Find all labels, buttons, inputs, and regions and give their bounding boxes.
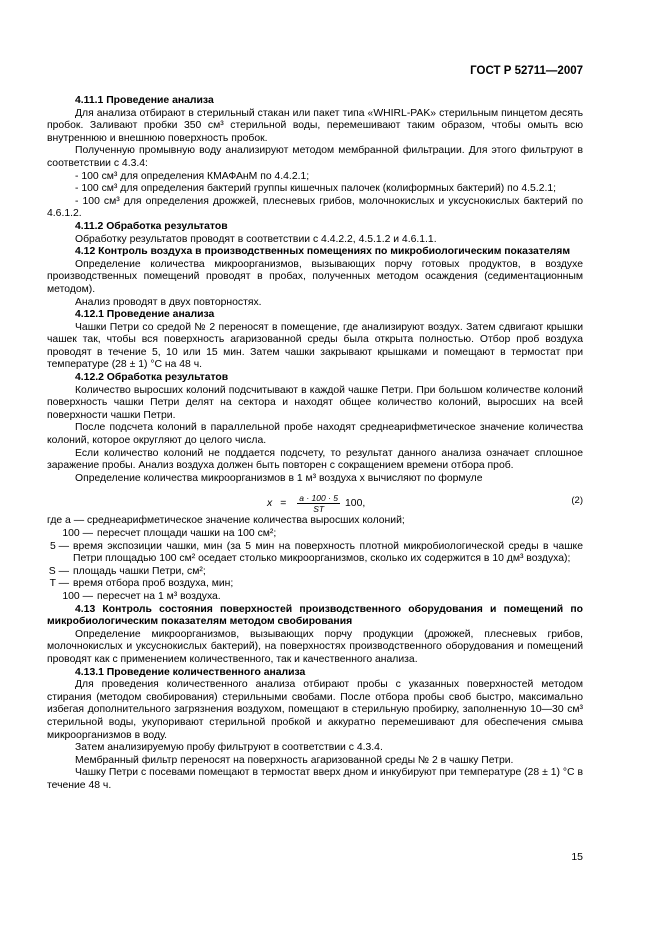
list-item: - 100 см³ для определения КМАФАнМ по 4.4.2.1; — [75, 170, 310, 182]
paragraph: Определение микроорганизмов, вызывающих порчу продукции (дрожжей, плесневых грибов, молочнокислых и уксуснокислых бактерий), на поверхностях производственного оборудования и помещений проводят как с применением количественного, так и качественного анализа. — [47, 628, 583, 665]
paragraph: Определение количества микроорганизмов, вызывающих порчу готовых продуктов, в воздухе производственных помещений проводят в пробах, полученных методом осаждения (седиментационным методом). — [47, 258, 583, 295]
list-item: - 100 см³ для определения дрожжей, плесневых грибов, молочнокислых и уксуснокислых бактерий по 4.6.1.2. — [47, 195, 583, 220]
heading-4-12-2: 4.12.2 Обработка результатов — [75, 372, 229, 384]
heading-4-11-2: 4.11.2 Обработка результатов — [75, 220, 228, 232]
paragraph: Для анализа отбирают в стерильный стакан или пакет типа «WHIRL-PAK» стерильным пинцетом десять пробок. Заливают пробки 350 см³ стерильной воды, перемешивают таким образом, чтобы омыть всю внутреннюю и внешнюю поверхность пробок. — [47, 107, 583, 144]
paragraph: Полученную промывную воду анализируют методом мембранной фильтрации. Для этого фильтруют в соответствии с 4.3.4: — [47, 145, 583, 169]
legend-row: T — время отбора проб воздуха, мин; — [49, 578, 234, 590]
heading-4-13-1: 4.13.1 Проведение количественного анализа — [75, 666, 306, 678]
formula-equals: = — [280, 497, 287, 509]
heading-4-13: 4.13 Контроль состояния поверхностей производственного оборудования и помещений по микробиологическим показателям методом свобирования — [47, 603, 583, 628]
paragraph: Анализ проводят в двух повторностях. — [75, 296, 262, 308]
paragraph: Затем анализируемую пробу фильтруют в соответствии с 4.3.4. — [75, 742, 383, 754]
paragraph: Чашку Петри с посевами помещают в термостат вверх дном и инкубируют при температуре (28 ± 1) °С в течение 48 ч. — [47, 767, 583, 791]
heading-4-12: 4.12 Контроль воздуха в производственных помещениях по микробиологическим показателям — [75, 246, 571, 258]
paragraph: Для проведения количественного анализа отбирают пробы с указанных поверхностей методом стирания (методом свобирования) стерильными свобами. После отбора пробы своб быстро, максимально избегая дополнительного загрязнения воздухом, помещают в стерильную пробирку, заполненную 10—30 см³ стерильной воды, укупоривают стерильной пробкой и аккуратно перемешивают для обеспечения смыва микроорганизмов в воду. — [47, 679, 583, 741]
paragraph: Определение количества микроорганизмов в 1 м³ воздуха x вычисляют по формуле — [75, 472, 483, 484]
document-page — [47, 0, 583, 936]
heading-4-11-1: 4.11.1 Проведение анализа — [75, 95, 214, 106]
legend-row: S — площадь чашки Петри, см²; — [48, 565, 206, 577]
formula-numerator: a · 100 · 5 — [299, 493, 339, 504]
heading-4-12-1: 4.12.1 Проведение анализа — [75, 309, 215, 321]
legend-row: 100 — пересчет площади чашки на 100 см²; — [62, 528, 277, 539]
legend-row: 5 — время экспозиции чашки, мин (за 5 мин на поверхность плотной микробиологической среды в чашке Петри площадью 100 см² оседает столько микроорганизмов, сколько их содержится в 10 дм³ воздуха); — [49, 540, 583, 565]
legend-intro: где a — среднеарифметическое значение количества выросших колоний; — [47, 515, 405, 527]
legend-row: 100 — пересчет на 1 м³ воздуха. — [62, 590, 221, 602]
document-body — [47, 95, 583, 792]
formula-fraction — [297, 493, 340, 514]
paragraph: Обработку результатов проводят в соответствии с 4.4.2.2, 4.5.1.2 и 4.6.1.1. — [75, 233, 437, 245]
paragraph: Количество выросших колоний подсчитывают в каждой чашке Петри. При большом количестве колоний поверхность чашки Петри делят на сектора и находят общее количество колоний, выросших на всей поверхности чашки Петри. — [47, 384, 583, 421]
formula-2 — [47, 485, 583, 515]
standard-header: ГОСТ Р 52711—2007 — [470, 65, 583, 77]
formula-tail: 100, — [345, 497, 366, 509]
list-item: - 100 см³ для определения бактерий группы кишечных палочек (колиформных бактерий) по 4.5.2.1; — [75, 183, 557, 195]
formula-denominator: ST — [313, 504, 325, 515]
formula-legend — [47, 515, 583, 603]
page-number: 15 — [571, 851, 583, 863]
paragraph: Чашки Петри со средой № 2 переносят в помещение, где анализируют воздух. Затем сдвигают крышки чашек так, чтобы вся поверхность агаризованной среды была открыта полностью. Отбор проб воздуха проводят в течение 5, 10 или 15 мин. Затем чашки закрывают крышками и помещают в термостат при температуре (28 ± 1) °С на 48 ч. — [47, 321, 583, 371]
paragraph: После подсчета колоний в параллельной пробе находят среднеарифметическое значение количества колоний, которое округляют до целого числа. — [47, 422, 583, 447]
formula-lhs: x — [267, 497, 273, 509]
paragraph: Мембранный фильтр переносят на поверхность агаризованной среды № 2 в чашку Петри. — [75, 754, 514, 766]
paragraph: Если количество колоний не поддается подсчету, то результат данного анализа означает сплошное заражение пробы. Анализ воздуха должен быть повторен с сокращением времени отбора проб. — [47, 447, 583, 472]
formula-number: (2) — [571, 495, 583, 507]
